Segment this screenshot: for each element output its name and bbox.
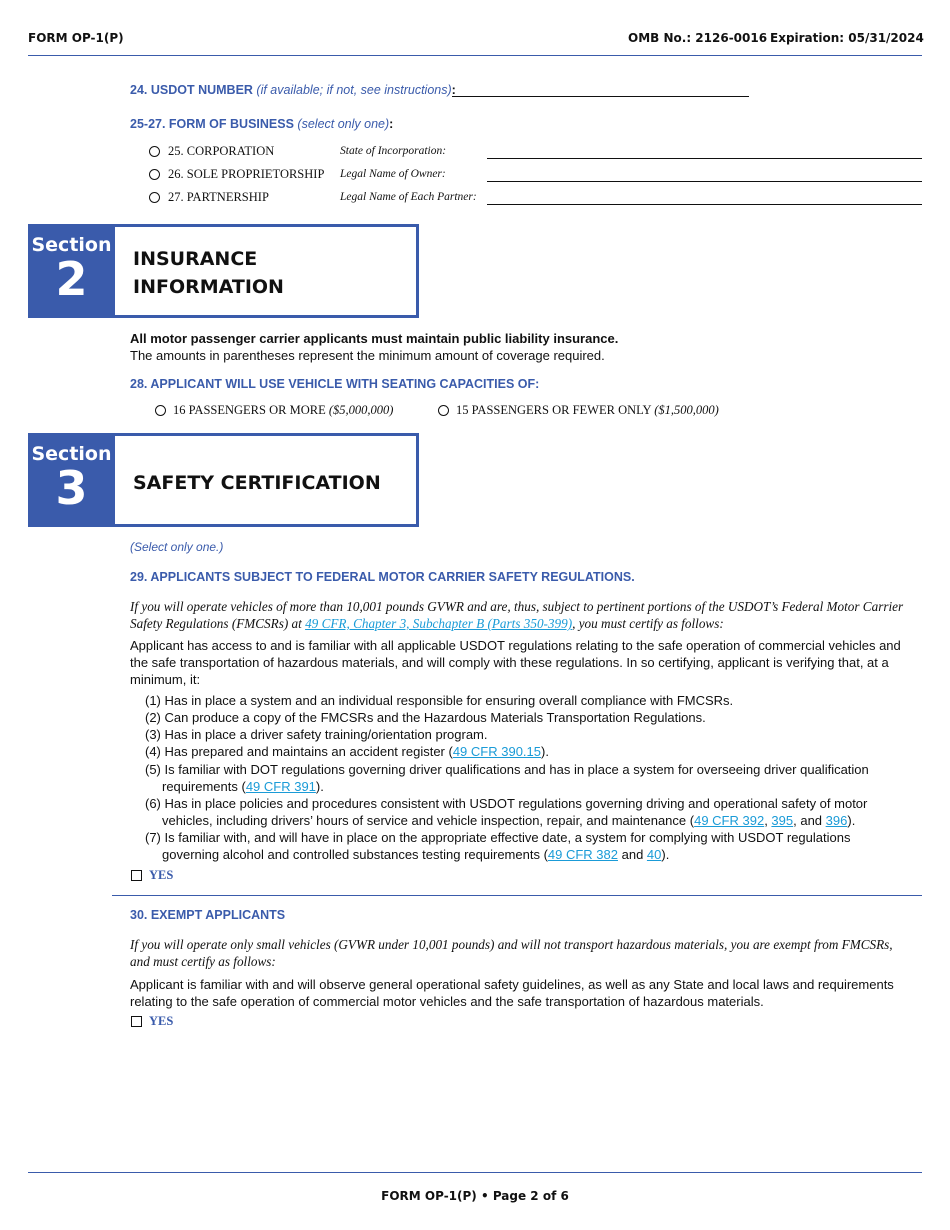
q29-item-1: (1) Has in place a system and an individual responsible for ensuring overall compliance with FMCSRs. (145, 693, 734, 708)
16-or-more-radio[interactable] (155, 405, 166, 416)
q29-intro (130, 598, 920, 632)
15-or-fewer-label: 15 PASSENGERS OR FEWER ONLY (456, 403, 652, 417)
q29-item-4 (145, 743, 549, 760)
q29-item-4-end: ). (541, 744, 549, 759)
section-2-badge (28, 224, 115, 318)
q29-item-6-sep2: , and (793, 813, 826, 828)
q29-item-7-end: ). (661, 847, 670, 862)
header-rule (28, 55, 922, 56)
cfr-40-link[interactable]: 40 (646, 847, 662, 862)
q25-27-label-row (130, 117, 393, 131)
footer-rule (28, 1172, 922, 1173)
cfr-392-link[interactable]: 49 CFR 392 (694, 813, 765, 828)
q25-27-colon: : (389, 117, 394, 131)
legal-name-partners-field[interactable] (487, 204, 922, 205)
q29-item-3: (3) Has in place a driver safety training/orientation program. (145, 727, 488, 742)
q30-yes-checkbox[interactable] (131, 1016, 142, 1027)
15-or-fewer-amount: ($1,500,000) (654, 403, 719, 417)
section-2-title-line2: INFORMATION (133, 276, 284, 298)
q29-intro-b: , you must certify as follows: (572, 616, 724, 631)
sole-proprietorship-radio[interactable] (149, 169, 160, 180)
usdot-number-field[interactable] (452, 96, 749, 97)
16-or-more-label: 16 PASSENGERS OR MORE (173, 403, 326, 417)
cfr-391-link[interactable]: 49 CFR 391 (245, 779, 316, 794)
section-2-word: Section (31, 234, 112, 256)
q29-item-5-cont (162, 778, 324, 795)
q29-item-6-text: vehicles, including drivers’ hours of service and vehicle inspection, repair, and maintenance ( (162, 813, 695, 828)
q29-item-6-end: ). (847, 813, 856, 828)
insurance-note: The amounts in parentheses represent the minimum amount of coverage required. (130, 348, 605, 363)
q29-intro-a: If you will operate vehicles of more than 10,001 pounds GVWR and are, thus, subject to pertinent portions of the USDOT’s Federal Motor Carrier Safety Regulations (FMCSRs) at (130, 599, 904, 631)
q24-label-row (130, 83, 456, 97)
q29-item-7-text: governing alcohol and controlled substances testing requirements ( (162, 847, 548, 862)
q29-divider (112, 895, 922, 896)
q28-label: 28. APPLICANT WILL USE VEHICLE WITH SEATING CAPACITIES OF: (130, 377, 540, 391)
q29-item-6-cont (162, 812, 855, 829)
q29-item-5-end: ). (315, 779, 324, 794)
select-only-one-note: (Select only one.) (130, 540, 224, 554)
section-3-title-box (115, 433, 419, 527)
q24-colon: : (451, 83, 456, 97)
cfr-395-link[interactable]: 395 (771, 813, 794, 828)
corporation-radio[interactable] (149, 146, 160, 157)
section-2-title (133, 245, 284, 301)
section-3-number: 3 (55, 461, 88, 515)
q29-yes-label: YES (149, 868, 174, 882)
q29-item-6-sep1: , (764, 813, 772, 828)
cfr-396-link[interactable]: 396 (825, 813, 848, 828)
q29-item-7-cont (162, 846, 669, 863)
q24-label: 24. USDOT NUMBER (130, 83, 253, 97)
section-3-badge (28, 433, 115, 527)
q30-paragraph: Applicant is familiar with and will observe general operational safety guidelines, as well as any State and local laws and requirements relating to the safe operation of commercial motor vehicles and the safe transportation of hazardous materials. (130, 977, 894, 1009)
q25-27-hint: (select only one) (297, 117, 390, 131)
q30-intro: If you will operate only small vehicles (GVWR under 10,001 pounds) and will not transport hazardous materials, you are exempt from FMCSRs, and must certify as follows: (130, 937, 893, 969)
q29-item-5: (5) Is familiar with DOT regulations governing driver qualifications and has in place a system for overseeing driver qualification (145, 762, 869, 777)
sole-proprietorship-label: 26. SOLE PROPRIETORSHIP (168, 167, 325, 181)
section-3-word: Section (31, 443, 112, 465)
15-or-fewer-option (456, 403, 719, 418)
q30-yes-label: YES (149, 1014, 174, 1028)
q29-yes-checkbox[interactable] (131, 870, 142, 881)
section-2-title-box (115, 224, 419, 318)
16-or-more-amount: ($5,000,000) (328, 403, 394, 417)
partnership-label: 27. PARTNERSHIP (168, 190, 269, 204)
15-or-fewer-radio[interactable] (438, 405, 449, 416)
q25-27-label: 25-27. FORM OF BUSINESS (130, 117, 294, 131)
q24-hint: (if available; if not, see instructions) (256, 83, 452, 97)
section-2-number: 2 (55, 252, 88, 306)
q29-item-5-text: requirements ( (162, 779, 246, 794)
state-of-incorporation-label: State of Incorporation: (340, 145, 447, 157)
q29-label: 29. APPLICANTS SUBJECT TO FEDERAL MOTOR CARRIER SAFETY REGULATIONS. (130, 570, 635, 584)
legal-name-partners-label: Legal Name of Each Partner: (340, 191, 477, 203)
omb-number: OMB No.: 2126-0016 (628, 31, 768, 45)
q29-paragraph: Applicant has access to and is familiar with all applicable USDOT regulations relating to the safe operation of commercial vehicles and the safe transportation of hazardous materials, and will comply with these regulations. In so certifying, applicant is verifying that, at a minimum, it: (130, 638, 901, 687)
legal-name-owner-field[interactable] (487, 181, 922, 182)
expiration-date: Expiration: 05/31/2024 (770, 31, 924, 45)
form-id: FORM OP-1(P) (28, 31, 124, 45)
corporation-label: 25. CORPORATION (168, 144, 275, 158)
state-of-incorporation-field[interactable] (487, 158, 922, 159)
legal-name-owner-label: Legal Name of Owner: (340, 168, 446, 180)
partnership-radio[interactable] (149, 192, 160, 203)
q29-item-7-sep: and (618, 847, 647, 862)
section-2-title-line1: INSURANCE (133, 248, 258, 270)
footer-page-label: FORM OP-1(P) • Page 2 of 6 (381, 1189, 569, 1203)
cfr-390-15-link[interactable]: 49 CFR 390.15 (452, 744, 541, 759)
insurance-requirement: All motor passenger carrier applicants must maintain public liability insurance. (130, 331, 619, 346)
q30-label: 30. EXEMPT APPLICANTS (130, 908, 286, 922)
cfr-382-link[interactable]: 49 CFR 382 (547, 847, 618, 862)
cfr-chapter3-link[interactable]: 49 CFR, Chapter 3, Subchapter B (Parts 350-399) (305, 616, 573, 631)
section-3-title: SAFETY CERTIFICATION (133, 472, 381, 494)
q29-item-7: (7) Is familiar with, and will have in place on the appropriate effective date, a system for complying with USDOT regulations (145, 830, 851, 845)
q29-item-2: (2) Can produce a copy of the FMCSRs and the Hazardous Materials Transportation Regulations. (145, 710, 706, 725)
16-or-more-option (173, 403, 393, 418)
q29-item-4-text: (4) Has prepared and maintains an accident register ( (145, 744, 453, 759)
q29-item-6: (6) Has in place policies and procedures consistent with USDOT regulations governing driving and operational safety of motor (145, 796, 868, 811)
